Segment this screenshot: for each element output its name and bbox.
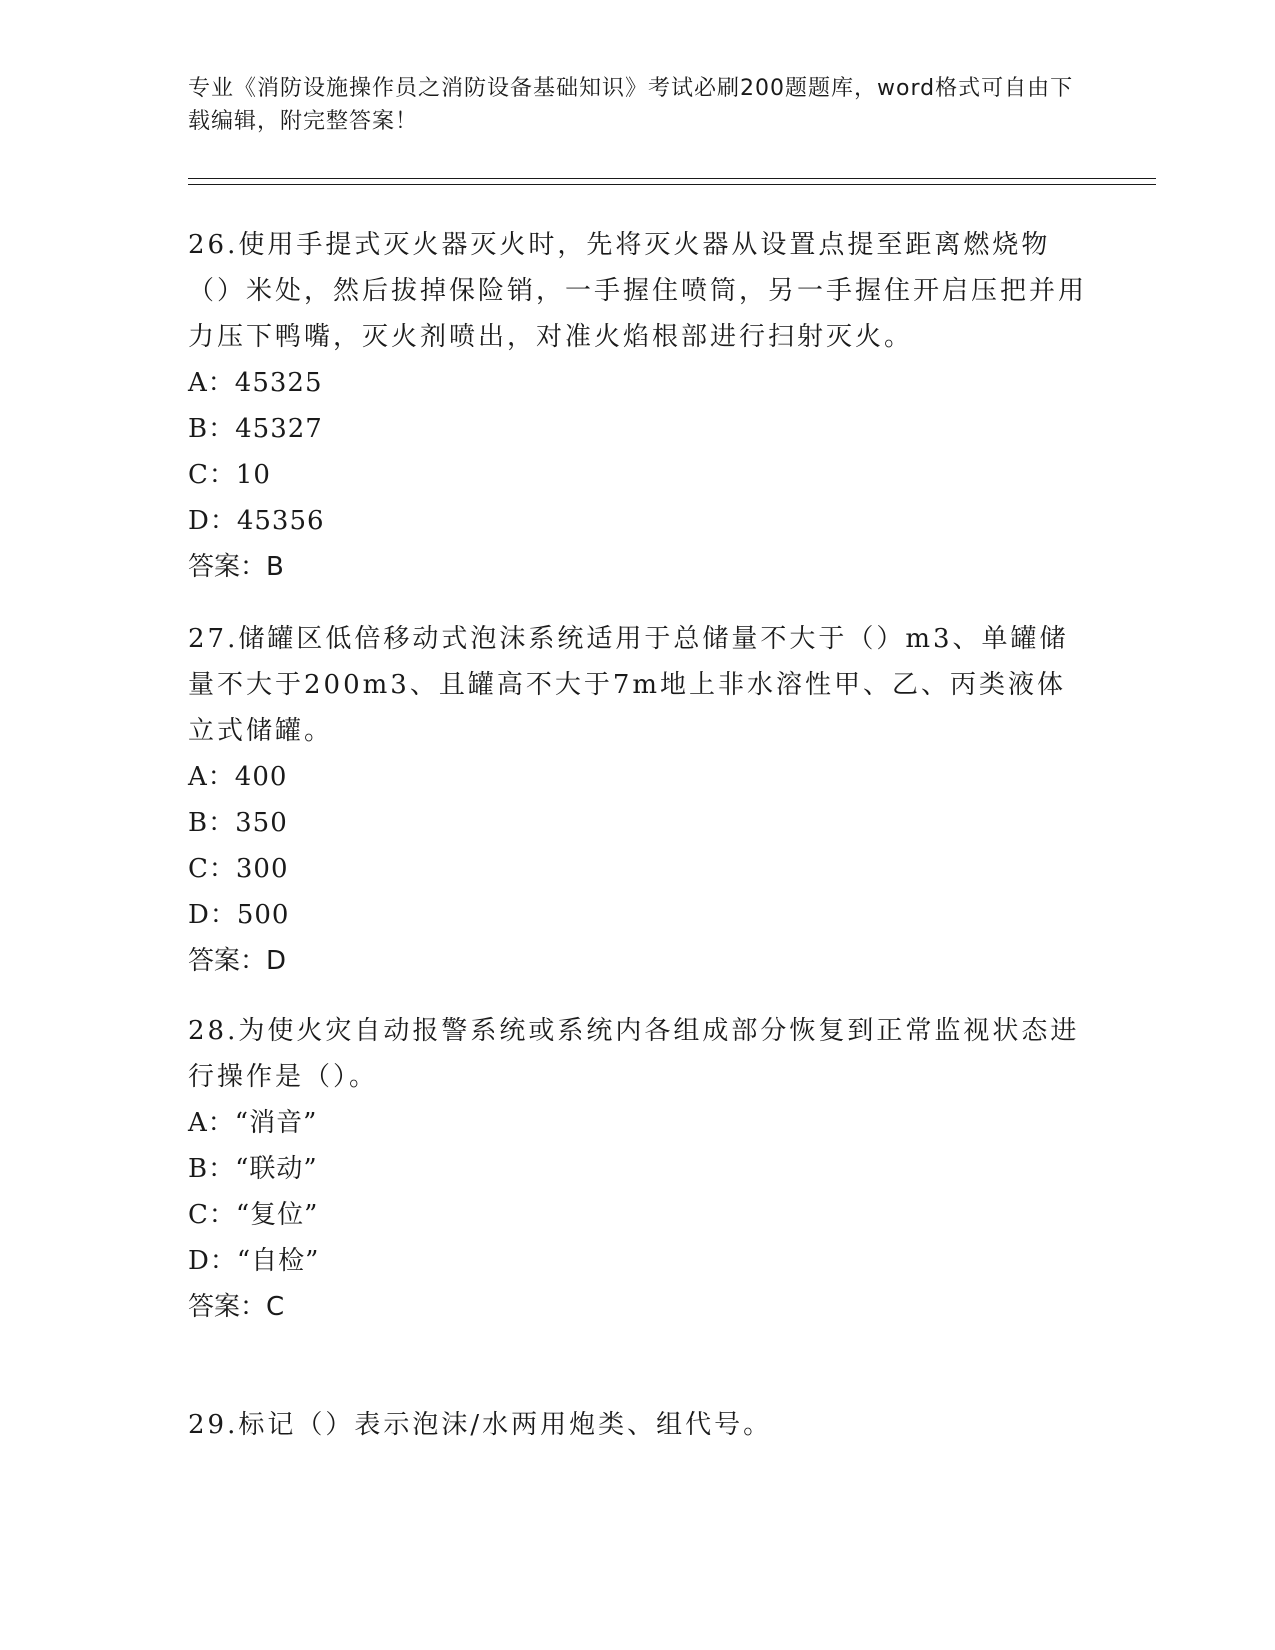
- question-27: [188, 616, 1088, 984]
- option-d: D：“自检”: [188, 1246, 320, 1276]
- option-c: C：“复位”: [188, 1200, 319, 1230]
- question-26: [188, 222, 1088, 590]
- question-text: 27.储罐区低倍移动式泡沫系统适用于总储量不大于（）m3、单罐储量不大于200m3、且罐高不大于7m地上非水溶性甲、乙、丙类液体立式储罐。: [188, 624, 1069, 746]
- option-b: B：350: [188, 808, 288, 838]
- option-c: C：10: [188, 460, 271, 490]
- option-c: C：300: [188, 854, 289, 884]
- question-text: 29.标记（）表示泡沫/水两用炮类、组代号。: [188, 1410, 773, 1440]
- option-a: A：45325: [188, 368, 323, 398]
- question-29: [188, 1402, 1088, 1448]
- option-d: D：500: [188, 900, 290, 930]
- question-28: [188, 1008, 1088, 1330]
- question-text: 28.为使火灾自动报警系统或系统内各组成部分恢复到正常监视状态进行操作是（）。: [188, 1016, 1080, 1092]
- answer-line: 答案：D: [188, 946, 287, 976]
- option-b: B：“联动”: [188, 1154, 318, 1184]
- option-a: A：400: [188, 762, 288, 792]
- answer-line: 答案：C: [188, 1292, 285, 1322]
- question-text: 26.使用手提式灭火器灭火时，先将灭火器从设置点提至距离燃烧物（）米处，然后拔掉保险销，一手握住喷筒，另一手握住开启压把并用力压下鸭嘴，灭火剂喷出，对准火焰根部进行扫射灭火。: [188, 230, 1088, 352]
- answer-line: 答案：B: [188, 552, 284, 582]
- option-b: B：45327: [188, 414, 323, 444]
- option-d: D：45356: [188, 506, 325, 536]
- document-header-title: 专业《消防设施操作员之消防设备基础知识》考试必刷200题题库，word格式可自由下载编辑，附完整答案！: [188, 76, 1074, 134]
- option-a: A：“消音”: [188, 1108, 318, 1138]
- header-double-rule: [188, 178, 1156, 185]
